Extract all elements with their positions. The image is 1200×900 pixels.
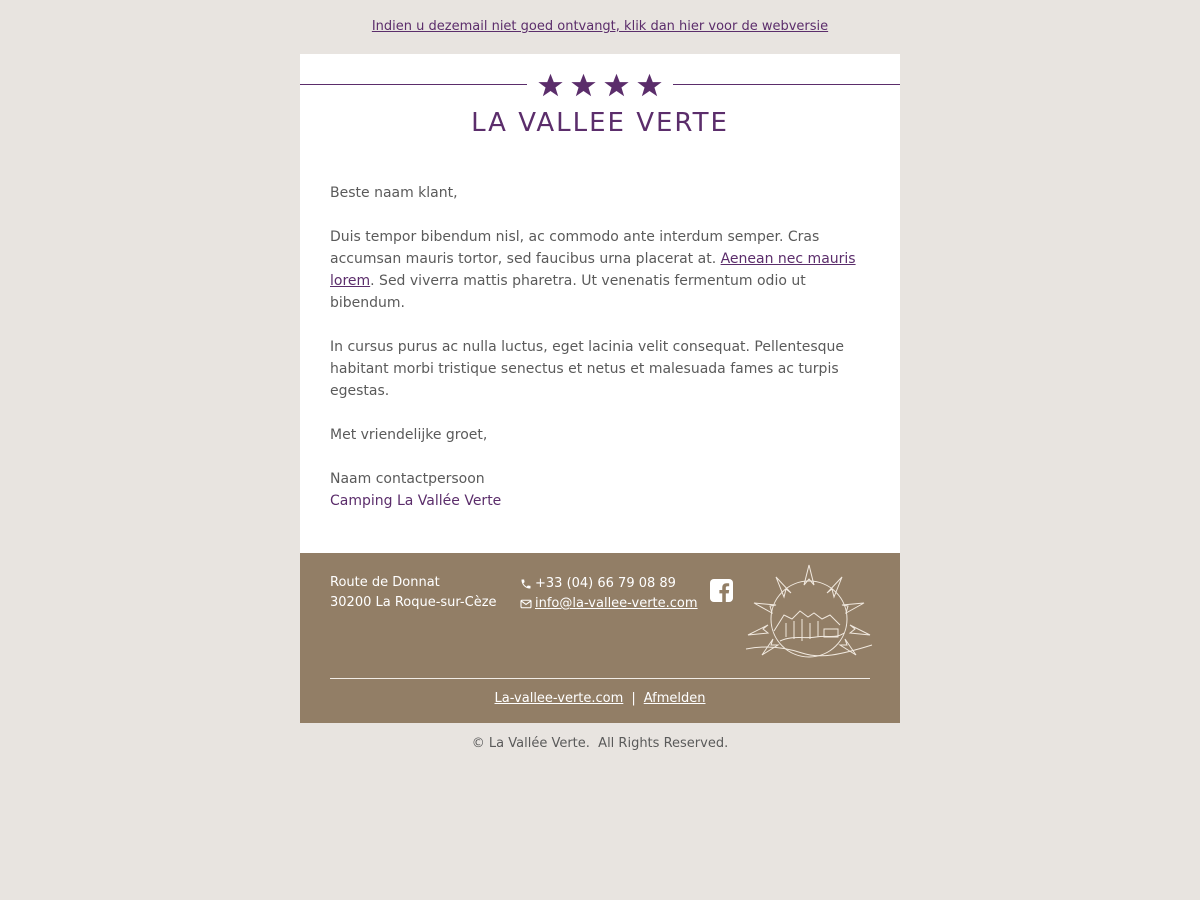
brand-name: LA VALLEE VERTE bbox=[471, 108, 729, 138]
footer-columns bbox=[330, 573, 870, 678]
email-footer bbox=[300, 553, 900, 723]
star-icon bbox=[636, 72, 663, 99]
webversion-bar bbox=[0, 0, 1200, 54]
message-body bbox=[300, 172, 900, 553]
paragraph-2: In cursus purus ac nulla luctus, eget lacinia velit consequat. Pellentesque habitant morbi tristique senectus et netus et malesuada fames ac turpis egestas. bbox=[330, 339, 845, 399]
star-icon bbox=[570, 72, 597, 99]
greeting: Beste naam klant, bbox=[330, 185, 458, 201]
star-icon bbox=[537, 72, 564, 99]
website-link[interactable]: La-vallee-verte.com bbox=[494, 691, 624, 706]
address-line-2: 30200 La Roque-sur-Cèze bbox=[330, 595, 497, 610]
paragraph-1-text: Duis tempor bibendum nisl, ac commodo ante interdum semper. Cras accumsan mauris tortor, sed faucibus urna placerat at. bbox=[330, 229, 820, 267]
email-row bbox=[520, 594, 698, 614]
footer-links bbox=[330, 679, 870, 706]
paragraph-1 bbox=[330, 226, 870, 314]
logo-header bbox=[300, 54, 900, 172]
star-icon bbox=[603, 72, 630, 99]
unsubscribe-link[interactable]: Afmelden bbox=[643, 691, 706, 706]
star-rating bbox=[527, 67, 673, 103]
address-line-1: Route de Donnat bbox=[330, 575, 440, 590]
phone-number: +33 (04) 66 79 08 89 bbox=[535, 576, 676, 591]
closing: Met vriendelijke groet, bbox=[330, 427, 488, 443]
contact-name: Naam contactpersoon bbox=[330, 471, 485, 487]
company-name: Camping La Vallée Verte bbox=[330, 493, 502, 509]
webversion-link[interactable]: Indien u dezemail niet goed ontvangt, klik dan hier voor de webversie bbox=[371, 19, 829, 34]
envelope-icon bbox=[520, 598, 532, 610]
link-separator: | bbox=[631, 691, 636, 706]
contact-block bbox=[520, 574, 698, 614]
sun-logo-icon bbox=[744, 563, 874, 669]
email-link[interactable]: info@la-vallee-verte.com bbox=[535, 596, 698, 611]
facebook-icon[interactable] bbox=[710, 579, 733, 602]
email-card bbox=[300, 54, 900, 553]
phone-icon bbox=[520, 578, 532, 590]
phone-row bbox=[520, 574, 698, 594]
address-block bbox=[330, 573, 497, 613]
paragraph-1-text-end: . Sed viverra mattis pharetra. Ut venenatis fermentum odio ut bibendum. bbox=[330, 273, 806, 311]
inline-link[interactable]: Aenean nec mauris lorem bbox=[330, 251, 856, 289]
copyright: © La Vallée Verte. All Rights Reserved. bbox=[471, 736, 729, 751]
signature bbox=[330, 468, 870, 512]
